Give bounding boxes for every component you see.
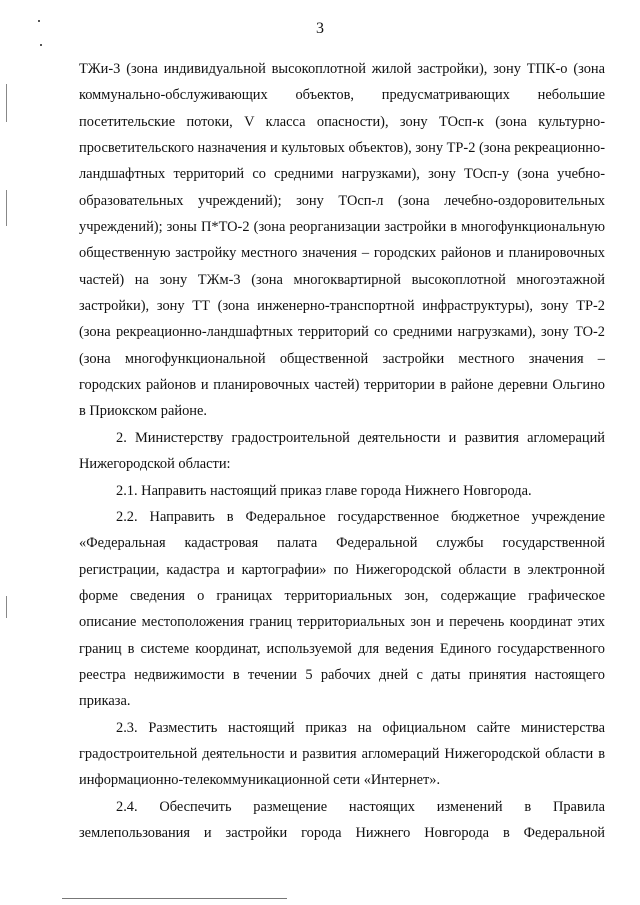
paragraph-item-2-4: 2.4. Обеспечить размещение настоящих изменений в Правила землепользования и застройки города Нижнего Новгорода в Федеральной: [79, 798, 605, 841]
scan-mark: [38, 20, 40, 22]
document-body: [79, 56, 605, 846]
paragraph-continuation: ТЖи-3 (зона индивидуальной высокоплотной жилой застройки), зону ТПК-о (зона коммунально-обслуживающих объектов, предусматривающих небольшие посетительские потоки, V класса опасности), зону ТОсп-к (зона культурно-просветительского назначения и культовых объектов), зону ТР-2 (зона рекреационно-ландшафтных территорий со средними нагрузками), зону ТОсп-у (зона учебно-образовательных учреждений); зону ТОсп-л (зона лечебно-оздоровительных учреждений); зоны П*ТО-2 (зона реорганизации застройки в многофункциональную общественную застройку местного значения – городских районов и планировочных частей) на зону ТЖм-3 (зона многоквартирной высокоплотной многоэтажной застройки), зону ТТ (зона инженерно-транспортной инфраструктуры), зону ТР-2 (зона рекреационно-ландшафтных территорий со средними нагрузками), зону ТО-2 (зона многофункциональной общественной застройки местного значения – городских районов и планировочных частей) территории в районе деревни Ольгино в Приокском районе.: [79, 61, 605, 420]
paragraph-item-2-3: 2.3. Разместить настоящий приказ на официальном сайте министерства градостроительной деятельности и развития агломераций Нижегородской области в информационно-телекоммуникационной сети «Интернет».: [79, 719, 605, 789]
scan-mark: [40, 44, 42, 46]
paragraph-item-2-2: 2.2. Направить в Федеральное государственное бюджетное учреждение «Федеральная кадастровая палата Федеральной службы государственной регистрации, кадастра и картографии» по Нижегородской области в электронной форме сведения о границах территориальных зон, содержащие графическое описание местоположения границ территориальных зон и перечень координат этих границ в системе координат, используемой для ведения Единого государственного реестра недвижимости в течении 5 рабочих дней с даты принятия настоящего приказа.: [79, 508, 605, 710]
paragraph-item-2-1: 2.1. Направить настоящий приказ главе города Нижнего Новгорода.: [116, 482, 532, 499]
scan-margin-mark: [6, 596, 7, 618]
page-number: 3: [316, 20, 324, 37]
scan-margin-mark: [6, 190, 7, 226]
paragraph-item-2: 2. Министерству градостроительной деятельности и развития агломераций Нижегородской области:: [79, 429, 605, 473]
scan-margin-mark: [6, 84, 7, 122]
footnote-rule: [62, 898, 287, 899]
